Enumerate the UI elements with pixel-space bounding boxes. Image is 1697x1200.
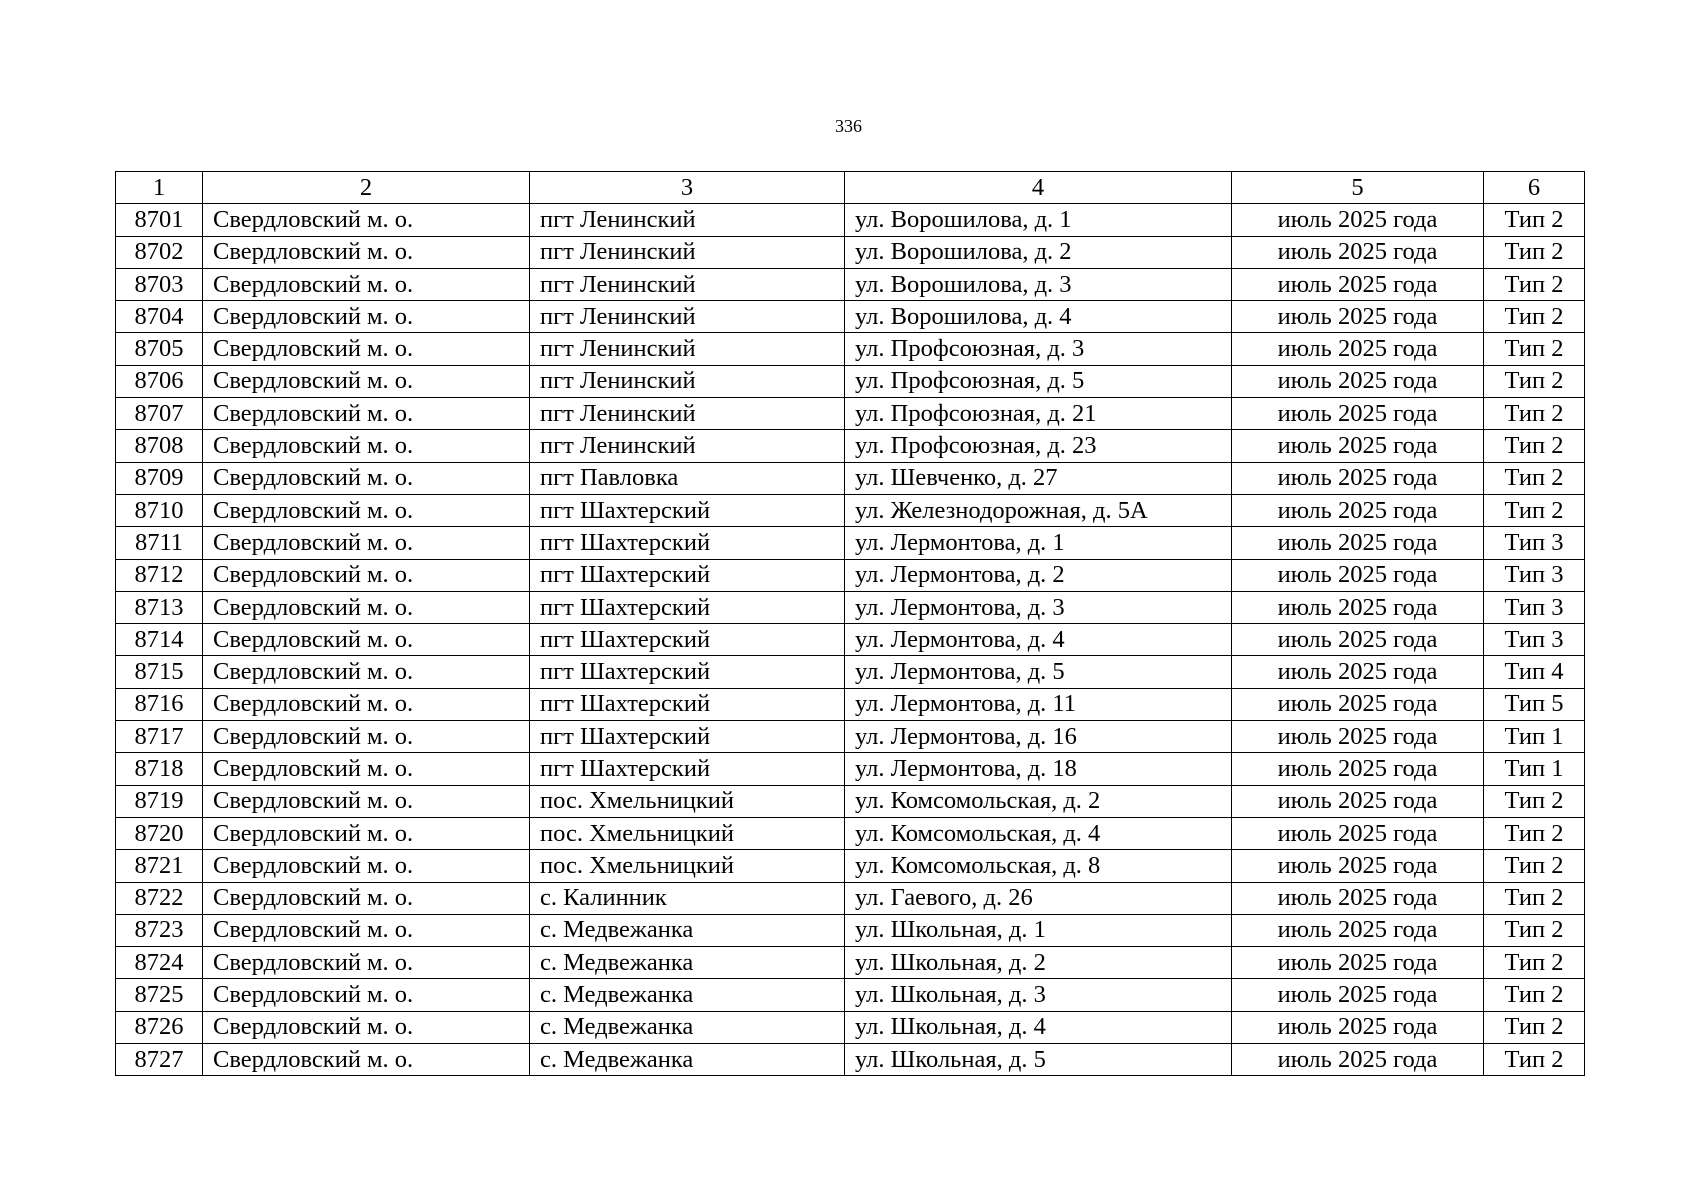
- type-cell: Тип 4: [1484, 656, 1585, 688]
- address-cell: ул. Ворошилова, д. 2: [845, 236, 1232, 268]
- district-cell: Свердловский м. о.: [203, 979, 530, 1011]
- type-cell: Тип 2: [1484, 430, 1585, 462]
- type-cell: Тип 2: [1484, 236, 1585, 268]
- date-cell: июль 2025 года: [1232, 947, 1484, 979]
- table-row: [116, 785, 1585, 817]
- row-number-cell: 8727: [116, 1044, 203, 1076]
- date-cell: июль 2025 года: [1232, 688, 1484, 720]
- locality-cell: пгт Шахтерский: [530, 559, 845, 591]
- date-cell: июль 2025 года: [1232, 1011, 1484, 1043]
- address-cell: ул. Лермонтова, д. 11: [845, 688, 1232, 720]
- district-cell: Свердловский м. о.: [203, 398, 530, 430]
- type-cell: Тип 2: [1484, 365, 1585, 397]
- row-number-cell: 8708: [116, 430, 203, 462]
- table-row: [116, 721, 1585, 753]
- row-number-cell: 8703: [116, 268, 203, 300]
- column-header: 2: [203, 172, 530, 204]
- district-cell: Свердловский м. о.: [203, 527, 530, 559]
- row-number-cell: 8701: [116, 204, 203, 236]
- type-cell: Тип 2: [1484, 462, 1585, 494]
- column-header: 6: [1484, 172, 1585, 204]
- date-cell: июль 2025 года: [1232, 236, 1484, 268]
- type-cell: Тип 3: [1484, 624, 1585, 656]
- table-row: [116, 462, 1585, 494]
- district-cell: Свердловский м. о.: [203, 268, 530, 300]
- locality-cell: с. Медвежанка: [530, 1011, 845, 1043]
- locality-cell: пгт Ленинский: [530, 204, 845, 236]
- row-number-cell: 8725: [116, 979, 203, 1011]
- table-row: [116, 398, 1585, 430]
- date-cell: июль 2025 года: [1232, 301, 1484, 333]
- table-row: [116, 430, 1585, 462]
- address-cell: ул. Профсоюзная, д. 5: [845, 365, 1232, 397]
- date-cell: июль 2025 года: [1232, 624, 1484, 656]
- address-cell: ул. Школьная, д. 4: [845, 1011, 1232, 1043]
- table-row: [116, 204, 1585, 236]
- locality-cell: пгт Шахтерский: [530, 494, 845, 526]
- address-cell: ул. Ворошилова, д. 4: [845, 301, 1232, 333]
- locality-cell: пгт Шахтерский: [530, 753, 845, 785]
- table-body: [116, 204, 1585, 1076]
- table-row: [116, 236, 1585, 268]
- district-cell: Свердловский м. о.: [203, 365, 530, 397]
- row-number-cell: 8717: [116, 721, 203, 753]
- row-number-cell: 8723: [116, 914, 203, 946]
- address-cell: ул. Лермонтова, д. 18: [845, 753, 1232, 785]
- date-cell: июль 2025 года: [1232, 430, 1484, 462]
- row-number-cell: 8702: [116, 236, 203, 268]
- row-number-cell: 8711: [116, 527, 203, 559]
- table-row: [116, 753, 1585, 785]
- address-cell: ул. Железнодорожная, д. 5А: [845, 494, 1232, 526]
- date-cell: июль 2025 года: [1232, 656, 1484, 688]
- address-cell: ул. Ворошилова, д. 1: [845, 204, 1232, 236]
- table-row: [116, 268, 1585, 300]
- table-row: [116, 914, 1585, 946]
- table-row: [116, 494, 1585, 526]
- locality-cell: пгт Шахтерский: [530, 721, 845, 753]
- locality-cell: с. Медвежанка: [530, 1044, 845, 1076]
- locality-cell: с. Калинник: [530, 882, 845, 914]
- locality-cell: пгт Ленинский: [530, 301, 845, 333]
- locality-cell: пос. Хмельницкий: [530, 850, 845, 882]
- column-header: 3: [530, 172, 845, 204]
- district-cell: Свердловский м. о.: [203, 462, 530, 494]
- column-header: 4: [845, 172, 1232, 204]
- address-cell: ул. Шевченко, д. 27: [845, 462, 1232, 494]
- table-header-row: [116, 172, 1585, 204]
- type-cell: Тип 1: [1484, 753, 1585, 785]
- district-cell: Свердловский м. о.: [203, 301, 530, 333]
- table-row: [116, 979, 1585, 1011]
- column-header: 5: [1232, 172, 1484, 204]
- locality-cell: пгт Шахтерский: [530, 527, 845, 559]
- row-number-cell: 8714: [116, 624, 203, 656]
- address-cell: ул. Комсомольская, д. 4: [845, 817, 1232, 849]
- date-cell: июль 2025 года: [1232, 914, 1484, 946]
- type-cell: Тип 2: [1484, 494, 1585, 526]
- locality-cell: пгт Шахтерский: [530, 624, 845, 656]
- table-row: [116, 624, 1585, 656]
- row-number-cell: 8721: [116, 850, 203, 882]
- district-cell: Свердловский м. о.: [203, 1011, 530, 1043]
- date-cell: июль 2025 года: [1232, 882, 1484, 914]
- table-row: [116, 1044, 1585, 1076]
- locality-cell: пгт Ленинский: [530, 268, 845, 300]
- type-cell: Тип 2: [1484, 947, 1585, 979]
- row-number-cell: 8720: [116, 817, 203, 849]
- row-number-cell: 8712: [116, 559, 203, 591]
- table-row: [116, 559, 1585, 591]
- type-cell: Тип 1: [1484, 721, 1585, 753]
- locality-cell: пгт Шахтерский: [530, 591, 845, 623]
- type-cell: Тип 2: [1484, 1044, 1585, 1076]
- type-cell: Тип 3: [1484, 591, 1585, 623]
- type-cell: Тип 5: [1484, 688, 1585, 720]
- date-cell: июль 2025 года: [1232, 494, 1484, 526]
- district-cell: Свердловский м. о.: [203, 333, 530, 365]
- type-cell: Тип 2: [1484, 882, 1585, 914]
- table-row: [116, 301, 1585, 333]
- district-cell: Свердловский м. о.: [203, 430, 530, 462]
- locality-cell: пгт Ленинский: [530, 236, 845, 268]
- date-cell: июль 2025 года: [1232, 721, 1484, 753]
- district-cell: Свердловский м. о.: [203, 591, 530, 623]
- date-cell: июль 2025 года: [1232, 591, 1484, 623]
- address-cell: ул. Лермонтова, д. 1: [845, 527, 1232, 559]
- date-cell: июль 2025 года: [1232, 462, 1484, 494]
- district-cell: Свердловский м. о.: [203, 688, 530, 720]
- district-cell: Свердловский м. о.: [203, 1044, 530, 1076]
- address-cell: ул. Школьная, д. 1: [845, 914, 1232, 946]
- date-cell: июль 2025 года: [1232, 559, 1484, 591]
- district-cell: Свердловский м. о.: [203, 753, 530, 785]
- type-cell: Тип 2: [1484, 1011, 1585, 1043]
- address-cell: ул. Школьная, д. 2: [845, 947, 1232, 979]
- district-cell: Свердловский м. о.: [203, 236, 530, 268]
- locality-cell: с. Медвежанка: [530, 914, 845, 946]
- row-number-cell: 8707: [116, 398, 203, 430]
- district-cell: Свердловский м. о.: [203, 204, 530, 236]
- address-cell: ул. Лермонтова, д. 2: [845, 559, 1232, 591]
- table-row: [116, 365, 1585, 397]
- address-cell: ул. Школьная, д. 3: [845, 979, 1232, 1011]
- table-row: [116, 656, 1585, 688]
- type-cell: Тип 3: [1484, 559, 1585, 591]
- type-cell: Тип 2: [1484, 301, 1585, 333]
- address-cell: ул. Лермонтова, д. 5: [845, 656, 1232, 688]
- table-row: [116, 850, 1585, 882]
- row-number-cell: 8724: [116, 947, 203, 979]
- locality-cell: пгт Ленинский: [530, 430, 845, 462]
- address-cell: ул. Профсоюзная, д. 3: [845, 333, 1232, 365]
- type-cell: Тип 2: [1484, 785, 1585, 817]
- row-number-cell: 8722: [116, 882, 203, 914]
- table-row: [116, 527, 1585, 559]
- row-number-cell: 8713: [116, 591, 203, 623]
- district-cell: Свердловский м. о.: [203, 656, 530, 688]
- row-number-cell: 8704: [116, 301, 203, 333]
- row-number-cell: 8718: [116, 753, 203, 785]
- table-row: [116, 333, 1585, 365]
- table-row: [116, 947, 1585, 979]
- table-row: [116, 1011, 1585, 1043]
- type-cell: Тип 2: [1484, 204, 1585, 236]
- district-cell: Свердловский м. о.: [203, 882, 530, 914]
- table-row: [116, 591, 1585, 623]
- date-cell: июль 2025 года: [1232, 753, 1484, 785]
- address-cell: ул. Лермонтова, д. 4: [845, 624, 1232, 656]
- locality-cell: пгт Шахтерский: [530, 656, 845, 688]
- locality-cell: пгт Ленинский: [530, 365, 845, 397]
- date-cell: июль 2025 года: [1232, 850, 1484, 882]
- district-cell: Свердловский м. о.: [203, 817, 530, 849]
- type-cell: Тип 2: [1484, 333, 1585, 365]
- type-cell: Тип 2: [1484, 398, 1585, 430]
- table-row: [116, 688, 1585, 720]
- address-cell: ул. Профсоюзная, д. 23: [845, 430, 1232, 462]
- address-cell: ул. Комсомольская, д. 2: [845, 785, 1232, 817]
- address-cell: ул. Лермонтова, д. 3: [845, 591, 1232, 623]
- date-cell: июль 2025 года: [1232, 365, 1484, 397]
- type-cell: Тип 2: [1484, 817, 1585, 849]
- table-row: [116, 882, 1585, 914]
- date-cell: июль 2025 года: [1232, 398, 1484, 430]
- date-cell: июль 2025 года: [1232, 817, 1484, 849]
- locality-cell: пос. Хмельницкий: [530, 817, 845, 849]
- date-cell: июль 2025 года: [1232, 979, 1484, 1011]
- page-number: 336: [835, 116, 862, 136]
- date-cell: июль 2025 года: [1232, 268, 1484, 300]
- district-cell: Свердловский м. о.: [203, 559, 530, 591]
- district-cell: Свердловский м. о.: [203, 914, 530, 946]
- district-cell: Свердловский м. о.: [203, 494, 530, 526]
- row-number-cell: 8715: [116, 656, 203, 688]
- row-number-cell: 8706: [116, 365, 203, 397]
- locality-cell: пгт Ленинский: [530, 398, 845, 430]
- row-number-cell: 8709: [116, 462, 203, 494]
- locality-cell: пос. Хмельницкий: [530, 785, 845, 817]
- district-cell: Свердловский м. о.: [203, 785, 530, 817]
- row-number-cell: 8705: [116, 333, 203, 365]
- type-cell: Тип 2: [1484, 850, 1585, 882]
- locality-cell: пгт Павловка: [530, 462, 845, 494]
- district-cell: Свердловский м. о.: [203, 624, 530, 656]
- locality-cell: пгт Шахтерский: [530, 688, 845, 720]
- date-cell: июль 2025 года: [1232, 1044, 1484, 1076]
- table-row: [116, 817, 1585, 849]
- type-cell: Тип 2: [1484, 979, 1585, 1011]
- row-number-cell: 8716: [116, 688, 203, 720]
- locality-cell: с. Медвежанка: [530, 979, 845, 1011]
- address-cell: ул. Лермонтова, д. 16: [845, 721, 1232, 753]
- address-cell: ул. Профсоюзная, д. 21: [845, 398, 1232, 430]
- locality-cell: пгт Ленинский: [530, 333, 845, 365]
- row-number-cell: 8726: [116, 1011, 203, 1043]
- address-cell: ул. Комсомольская, д. 8: [845, 850, 1232, 882]
- date-cell: июль 2025 года: [1232, 333, 1484, 365]
- type-cell: Тип 2: [1484, 268, 1585, 300]
- date-cell: июль 2025 года: [1232, 204, 1484, 236]
- district-cell: Свердловский м. о.: [203, 850, 530, 882]
- locality-cell: с. Медвежанка: [530, 947, 845, 979]
- address-cell: ул. Школьная, д. 5: [845, 1044, 1232, 1076]
- row-number-cell: 8710: [116, 494, 203, 526]
- address-cell: ул. Гаевого, д. 26: [845, 882, 1232, 914]
- type-cell: Тип 3: [1484, 527, 1585, 559]
- district-cell: Свердловский м. о.: [203, 721, 530, 753]
- row-number-cell: 8719: [116, 785, 203, 817]
- date-cell: июль 2025 года: [1232, 785, 1484, 817]
- column-header: 1: [116, 172, 203, 204]
- type-cell: Тип 2: [1484, 914, 1585, 946]
- address-cell: ул. Ворошилова, д. 3: [845, 268, 1232, 300]
- date-cell: июль 2025 года: [1232, 527, 1484, 559]
- district-cell: Свердловский м. о.: [203, 947, 530, 979]
- address-table: [115, 171, 1585, 1076]
